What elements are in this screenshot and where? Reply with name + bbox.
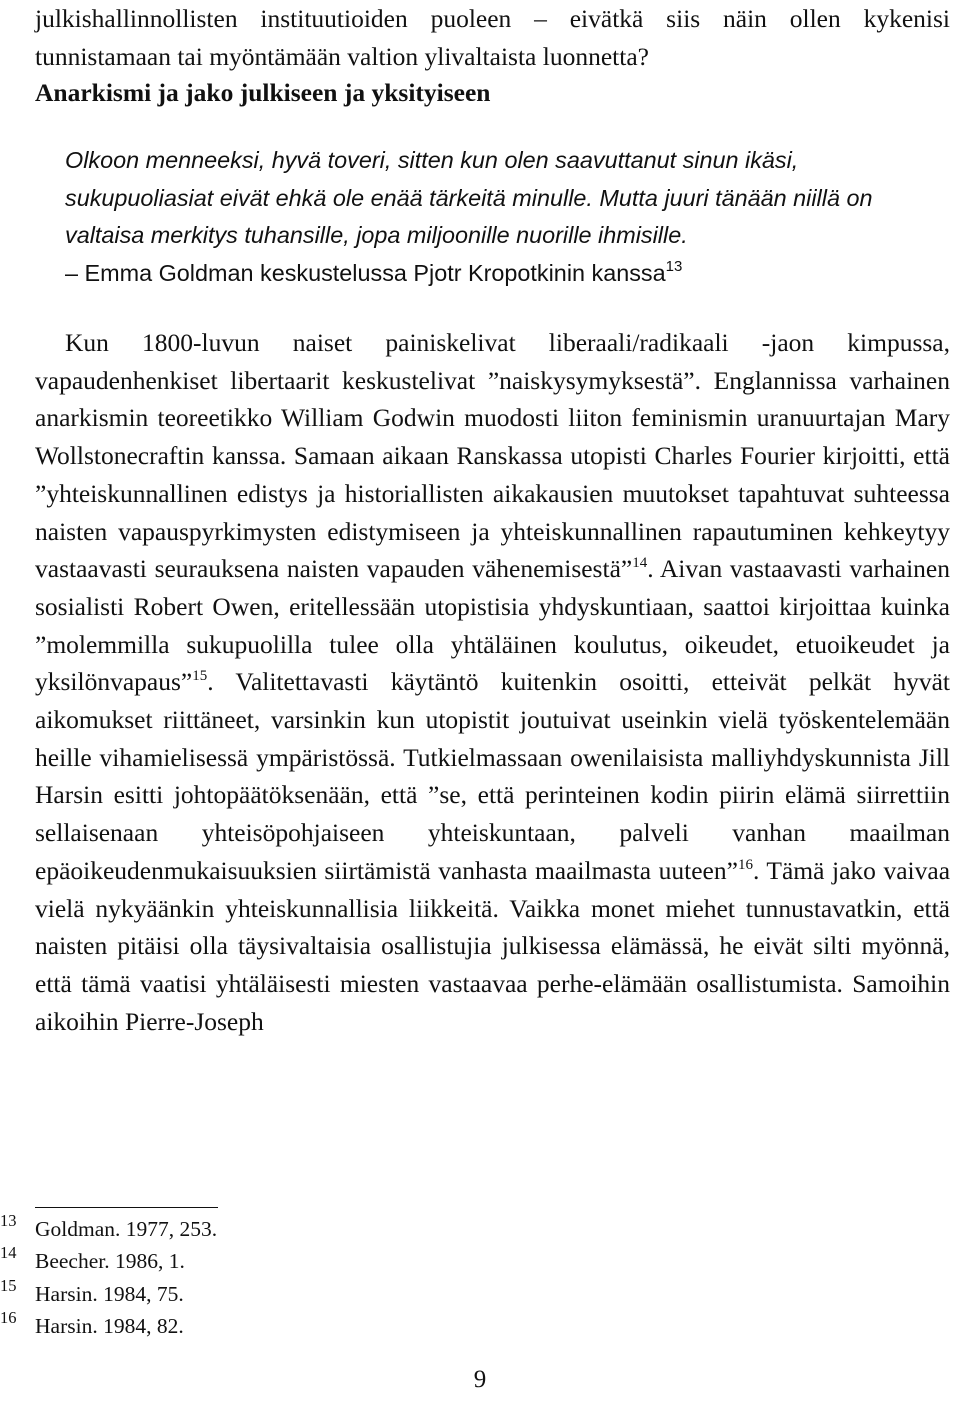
body-text-4: . Tämä jako vaivaa vielä nykyäänkin yhteiskunnallisia liikkeitä. Vaikka monet miehet tunnustavatkin, että naisten pitäisi olla täysivaltaisia osallistujia julkisessa elämässä, he eivät silti myönnä, että tämä vaatisi yhtäläisesti miesten vastaavaa perhe-elämään osallistumista. Samoihin aikoihin Pierre-Joseph <box>35 855 951 1036</box>
body-text-2: . Aivan vastaavasti varhainen sosialisti Robert Owen, eritellessään utopistisia yhdyskuntiaan, saattoi kirjoittaa kuinka ”molemmilla sukupuolilla tulee olla yhtäläinen koulutus, oikeudet, etuoikeudet ja yksilönvapaus” <box>35 554 950 697</box>
footnote-number: 16 <box>0 1307 17 1327</box>
footnote-item <box>0 1275 400 1310</box>
footnote-reference: Beecher. 1986, 1. <box>35 1249 185 1274</box>
quote-attribution: – Emma Goldman keskustelussa Pjotr Kropotkinin kanssa <box>65 260 666 287</box>
quote-text: Olkoon menneeksi, hyvä toveri, sitten kun olen saavuttanut sinun ikäsi, sukupuoliasiat eivät ehkä ole enää tärkeitä minulle. Mutta juuri tänään niillä on valtaisa merkitys tuhansille, jopa miljoonille nuorille ihmisille. <box>65 147 873 249</box>
footnote-ref-14[interactable]: 14 <box>632 555 648 572</box>
footnote-ref-15[interactable]: 15 <box>192 668 208 685</box>
footnote-ref-16[interactable]: 16 <box>737 856 753 873</box>
footnote-item <box>0 1245 400 1277</box>
body-text-3: . Valitettavasti käytäntö kuitenkin osoitti, etteivät pelkät hyvät aikomukset riittäneet, varsinkin kun utopistit joutuivat useinkin vielä työskentelemään heille vihamielisessä ympäristössä. Tutkielmassaan owenilaisista malliyhdyskunnista Jill Harsin esitti johtopäätöksenään, että ”se, että perinteinen kodin piirin elämä siirrettiin sellaisenaan yhteisöpohjaiseen yhteiskuntaan, palveli vanhan maailman epäoikeudenmukaisuuksien siirtämistä vanhasta maailmasta uuteen” <box>35 667 950 885</box>
footnotes-list <box>0 1213 400 1342</box>
footnote-divider <box>35 1207 218 1208</box>
footnote-item <box>0 1213 400 1245</box>
body-paragraph <box>35 324 950 1040</box>
footnote-ref-13[interactable]: 13 <box>665 258 683 276</box>
footnote-reference: Harsin. 1984, 82. <box>35 1313 184 1338</box>
intro-paragraph: julkishallinnollisten instituutioiden puoleen – eivätkä siis näin ollen kykenisi tunnistamaan tai myöntämään valtion ylivaltaista luonnetta? <box>35 4 950 71</box>
footnote-number: 14 <box>0 1243 17 1263</box>
page-number: 9 <box>473 1366 487 1393</box>
footnote-reference: Goldman. 1977, 253. <box>35 1217 218 1241</box>
footnote-item <box>0 1307 400 1342</box>
section-heading: Anarkismi ja jako julkiseen ja yksityiseen <box>35 78 491 107</box>
body-text-1: Kun 1800-luvun naiset painiskelivat liberaali/radikaali -jaon kimpussa, vapaudenhenkiset libertaarit keskustelivat ”naiskysymyksestä”. Englannissa varhainen anarkismin teoreetikko William Godwin muodosti liiton feminismin uranuurtajan Mary Wollstonecraftin kanssa. Samaan aikaan Ranskassa utopisti Charles Fourier kirjoitti, että ”yhteiskunnallinen edistys ja historiallisten aikakausien muutokset tapahtuvat suhteessa naisten vapauspyrkimysten edistymiseen ja yhteiskunnallinen rapautuminen kehkeytyy vastaavasti seurauksena naisten vapauden vähenemisestä” <box>35 328 950 584</box>
footnote-reference: Harsin. 1984, 75. <box>35 1281 184 1306</box>
epigraph-quote <box>65 142 950 293</box>
footnote-number: 13 <box>0 1211 17 1230</box>
footnote-number: 15 <box>0 1275 17 1295</box>
